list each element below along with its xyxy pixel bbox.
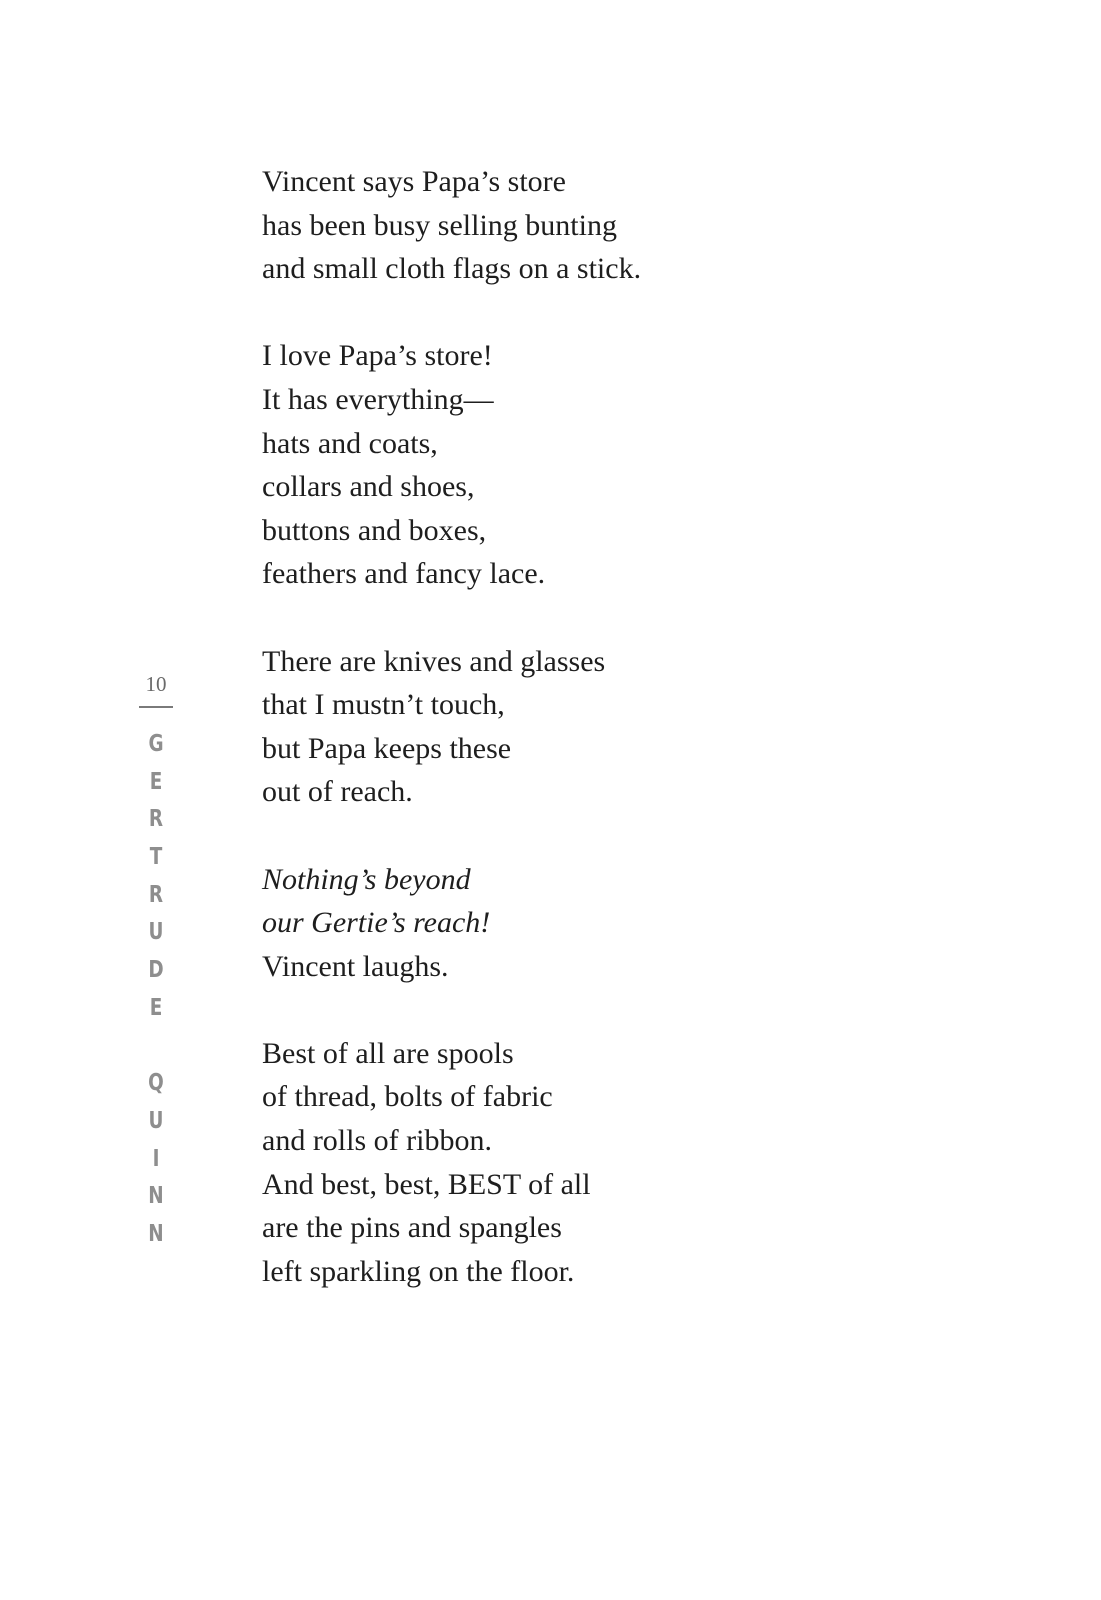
poem-line: Best of all are spools: [262, 1036, 514, 1070]
author-letter: G: [148, 731, 164, 757]
author-letter: T: [149, 844, 163, 871]
author-letter: U: [148, 1107, 164, 1134]
poem-line: left sparkling on the floor.: [262, 1254, 575, 1288]
poem-line: has been busy selling bunting: [262, 208, 617, 242]
poem-line: There are knives and glasses: [262, 644, 606, 678]
author-name-vertical: [128, 726, 184, 1254]
page-number: 10: [145, 672, 167, 696]
author-letter: N: [148, 1220, 164, 1247]
poem-line: buttons and boxes,: [262, 513, 487, 547]
poem-line: and rolls of ribbon.: [262, 1124, 492, 1158]
author-letter: D: [148, 957, 164, 984]
poem-line-italic: Nothing’s beyond: [262, 862, 471, 896]
poem-line: are the pins and spangles: [262, 1211, 562, 1245]
poem-line: that I mustn’t touch,: [262, 688, 505, 722]
sidebar-divider: [139, 706, 173, 708]
poem-line: It has everything—: [262, 382, 494, 416]
author-letter: R: [148, 881, 164, 908]
stanza: [262, 160, 962, 291]
author-name-space: [128, 1028, 184, 1066]
poem-line: And best, best, BEST of all: [262, 1167, 591, 1201]
poem-line: I love Papa’s store!: [262, 339, 493, 373]
poem-body: [262, 160, 962, 1293]
author-letter: U: [148, 919, 164, 946]
poem-line: and small cloth flags on a stick.: [262, 252, 642, 286]
author-letter: N: [148, 1183, 164, 1210]
author-letter: E: [149, 768, 163, 795]
stanza: [262, 1032, 962, 1294]
poem-line: but Papa keeps these: [262, 731, 512, 765]
poem-line: of thread, bolts of fabric: [262, 1080, 553, 1114]
author-letter: E: [149, 994, 163, 1021]
author-letter: Q: [148, 1070, 164, 1097]
author-letter: I: [152, 1145, 160, 1172]
poem-line: out of reach.: [262, 775, 413, 809]
stanza: [262, 334, 962, 596]
stanza: [262, 640, 962, 814]
poem-line: feathers and fancy lace.: [262, 557, 546, 591]
stanza: [262, 858, 962, 989]
poem-line: hats and coats,: [262, 426, 438, 460]
poem-line-italic: our Gertie’s reach!: [262, 906, 491, 940]
poem-line: Vincent says Papa’s store: [262, 165, 566, 198]
author-letter: R: [148, 806, 164, 833]
poem-line: Vincent laughs.: [262, 949, 449, 983]
poem-line: collars and shoes,: [262, 470, 475, 504]
running-sidebar: [128, 672, 184, 1254]
